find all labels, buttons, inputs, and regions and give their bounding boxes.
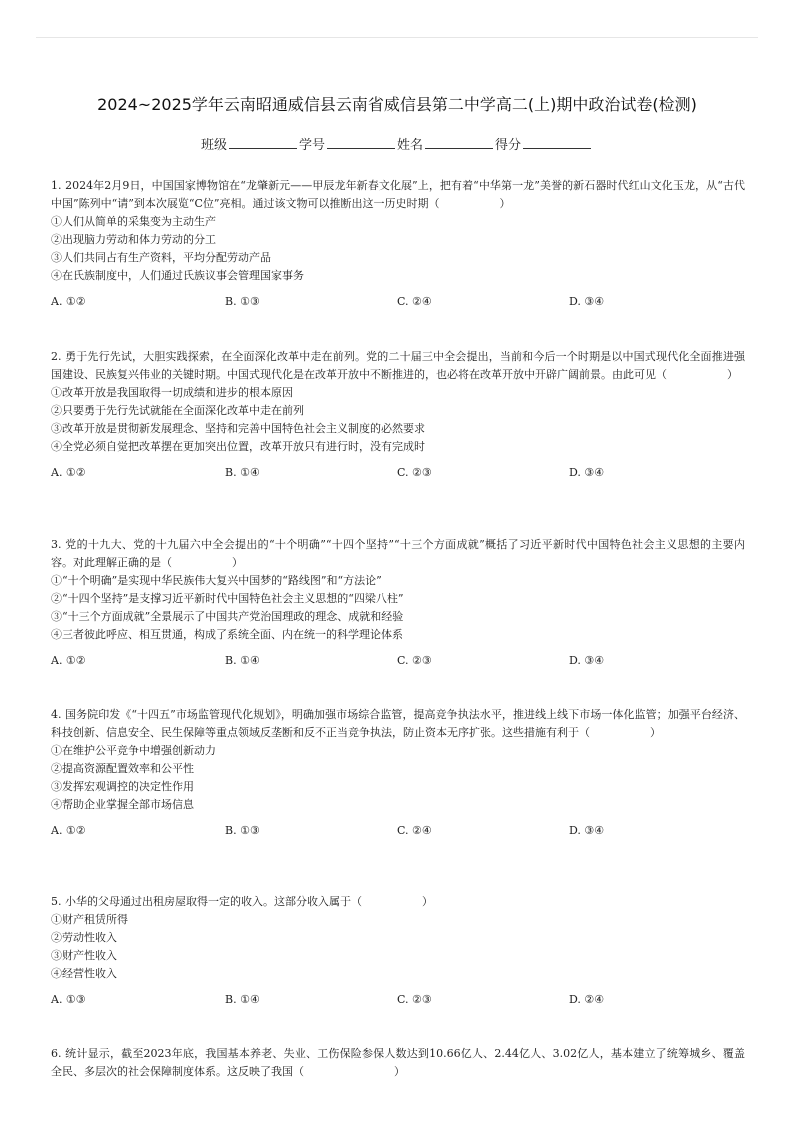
- statement-item: ④全党必须自觉把改革摆在更加突出位置，改革开放只有进行时，没有完成时: [51, 440, 425, 453]
- option-c[interactable]: C. ②③: [397, 654, 432, 667]
- question-stem-text: 3. 党的十九大、党的十九届六中全会提出的“十个明确”“十四个坚持”“十三个方面成就”概括了习近平新时代中国特色社会主义思想的主要内容。对此理解正确的是（: [51, 538, 745, 569]
- statement-item: ③“十三个方面成就”全景展示了中国共产党治国理政的理念、成就和经验: [51, 610, 404, 623]
- options-row: [51, 652, 745, 670]
- name-blank[interactable]: [425, 138, 493, 149]
- statement-item: ②劳动性收入: [51, 931, 117, 944]
- statement-item: ②“十四个坚持”是支撑习近平新时代中国特色社会主义思想的“四梁八柱”: [51, 592, 404, 605]
- option-c[interactable]: C. ②④: [397, 824, 432, 837]
- statement-item: ①“十个明确”是实现中华民族伟大复兴中国梦的“路线图”和“方法论”: [51, 574, 382, 587]
- options-row: [51, 464, 745, 482]
- score-field[interactable]: [495, 134, 593, 153]
- page-top-rule: [36, 37, 758, 38]
- option-a[interactable]: A. ①②: [51, 824, 86, 837]
- question-stem-close: ）: [499, 197, 511, 210]
- statement-item: ③改革开放是贯彻新发展理念、坚持和完善中国特色社会主义制度的必然要求: [51, 422, 425, 435]
- statement-item: ③发挥宏观调控的决定性作用: [51, 780, 194, 793]
- question-stem-close: ）: [727, 368, 738, 381]
- question-stem: [51, 536, 745, 572]
- name-label: 姓名: [397, 138, 424, 153]
- class-blank[interactable]: [229, 138, 297, 149]
- option-a[interactable]: A. ①②: [51, 295, 86, 308]
- exam-title: 2024~2025学年云南昭通威信县云南省威信县第二中学高二(上)期中政治试卷(检测): [97, 95, 697, 114]
- option-b[interactable]: B. ①④: [225, 993, 260, 1006]
- student-number-label: 学号: [298, 138, 325, 153]
- option-d[interactable]: D. ③④: [569, 295, 605, 308]
- options-row: [51, 293, 745, 311]
- statement-item: ②提高资源配置效率和公平性: [51, 762, 194, 775]
- option-b[interactable]: B. ①③: [225, 295, 260, 308]
- options-row: [51, 822, 745, 840]
- option-c[interactable]: C. ②④: [397, 295, 432, 308]
- option-a[interactable]: A. ①③: [51, 993, 86, 1006]
- class-label: 班级: [200, 138, 227, 153]
- statement-item: ①财产租赁所得: [51, 913, 128, 926]
- question-stem: [51, 348, 745, 384]
- statement-item: ③人们共同占有生产资料，平均分配劳动产品: [51, 251, 271, 264]
- option-c[interactable]: C. ②③: [397, 993, 432, 1006]
- question-stem-close: ）: [232, 556, 243, 569]
- option-d[interactable]: D. ③④: [569, 824, 605, 837]
- student-info-line: [0, 134, 794, 153]
- question-4: [51, 706, 745, 840]
- option-b[interactable]: B. ①④: [225, 654, 260, 667]
- student-number-blank[interactable]: [327, 138, 395, 149]
- statement-item: ①人们从简单的采集变为主动生产: [51, 215, 216, 228]
- option-d[interactable]: D. ③④: [569, 466, 605, 479]
- statement-item: ④在氏族制度中，人们通过氏族议事会管理国家事务: [51, 269, 304, 282]
- question-stem-text: 6. 统计显示，截至2023年底，我国基本养老、失业、工伤保险参保人数达到10.66亿人、2.44亿人、3.02亿人，基本建立了统筹城乡、覆盖全民、多层次的社会保障制度体系。这反映了我国（: [51, 1047, 745, 1078]
- question-stem-close: ）: [422, 895, 433, 908]
- question-1: [51, 177, 745, 311]
- statement-item: ④帮助企业掌握全部市场信息: [51, 798, 194, 811]
- statement-item: ①在维护公平竞争中增强创新动力: [51, 744, 216, 757]
- student-number-field[interactable]: [299, 134, 397, 153]
- option-b[interactable]: B. ①④: [225, 466, 260, 479]
- score-blank[interactable]: [523, 138, 591, 149]
- options-row: [51, 991, 745, 1009]
- statement-item: ②只要勇于先行先试就能在全面深化改革中走在前列: [51, 404, 304, 417]
- option-a[interactable]: A. ①②: [51, 466, 86, 479]
- statement-item: ②出现脑力劳动和体力劳动的分工: [51, 233, 216, 246]
- question-stem-close: ）: [650, 726, 661, 739]
- option-d[interactable]: D. ③④: [569, 654, 605, 667]
- option-a[interactable]: A. ①②: [51, 654, 86, 667]
- statement-item: ④经营性收入: [51, 967, 117, 980]
- statement-item: ④三者彼此呼应、相互贯通，构成了系统全面、内在统一的科学理论体系: [51, 628, 403, 641]
- question-stem-text: 5. 小华的父母通过出租房屋取得一定的收入。这部分收入属于（: [51, 895, 362, 908]
- question-5: [51, 893, 745, 1009]
- question-stem: [51, 1045, 745, 1081]
- question-stem-close: ）: [394, 1065, 405, 1078]
- option-d[interactable]: D. ②④: [569, 993, 605, 1006]
- score-label: 得分: [495, 138, 522, 153]
- question-stem: [51, 177, 745, 213]
- question-6: [51, 1045, 745, 1081]
- name-field[interactable]: [397, 134, 495, 153]
- class-field[interactable]: [201, 134, 299, 153]
- option-b[interactable]: B. ①③: [225, 824, 260, 837]
- statement-item: ①改革开放是我国取得一切成绩和进步的根本原因: [51, 386, 293, 399]
- question-stem-text: 1. 2024年2月9日，中国国家博物馆在“龙肇新元——甲辰龙年新春文化展”上，把有着“中华第一龙”美誉的新石器时代红山文化玉龙，从“古代中国”陈列中“请”到本次展览“C位”亮相。通过该文物可以推断出这一历史时期（: [51, 179, 745, 210]
- question-stem-text: 4. 国务院印发《“十四五”市场监管现代化规划》，明确加强市场综合监管，提高竞争执法水平，推进线上线下市场一体化监管；加强平台经济、科技创新、信息安全、民生保障等重点领域反垄断和反不正当竞争执法，防止资本无序扩张。这些措施有利于（: [51, 708, 745, 739]
- question-3: [51, 536, 745, 670]
- question-stem-text: 2. 勇于先行先试，大胆实践探索，在全面深化改革中走在前列。党的二十届三中全会提出，当前和今后一个时期是以中国式现代化全面推进强国建设、民族复兴伟业的关键时期。中国式现代化是在改革开放中不断推进的，也必将在改革开放中开辟广阔前景。由此可见（: [51, 350, 745, 381]
- statement-item: ③财产性收入: [51, 949, 117, 962]
- question-stem: [51, 893, 745, 911]
- question-2: [51, 348, 745, 482]
- question-stem: [51, 706, 745, 742]
- option-c[interactable]: C. ②③: [397, 466, 432, 479]
